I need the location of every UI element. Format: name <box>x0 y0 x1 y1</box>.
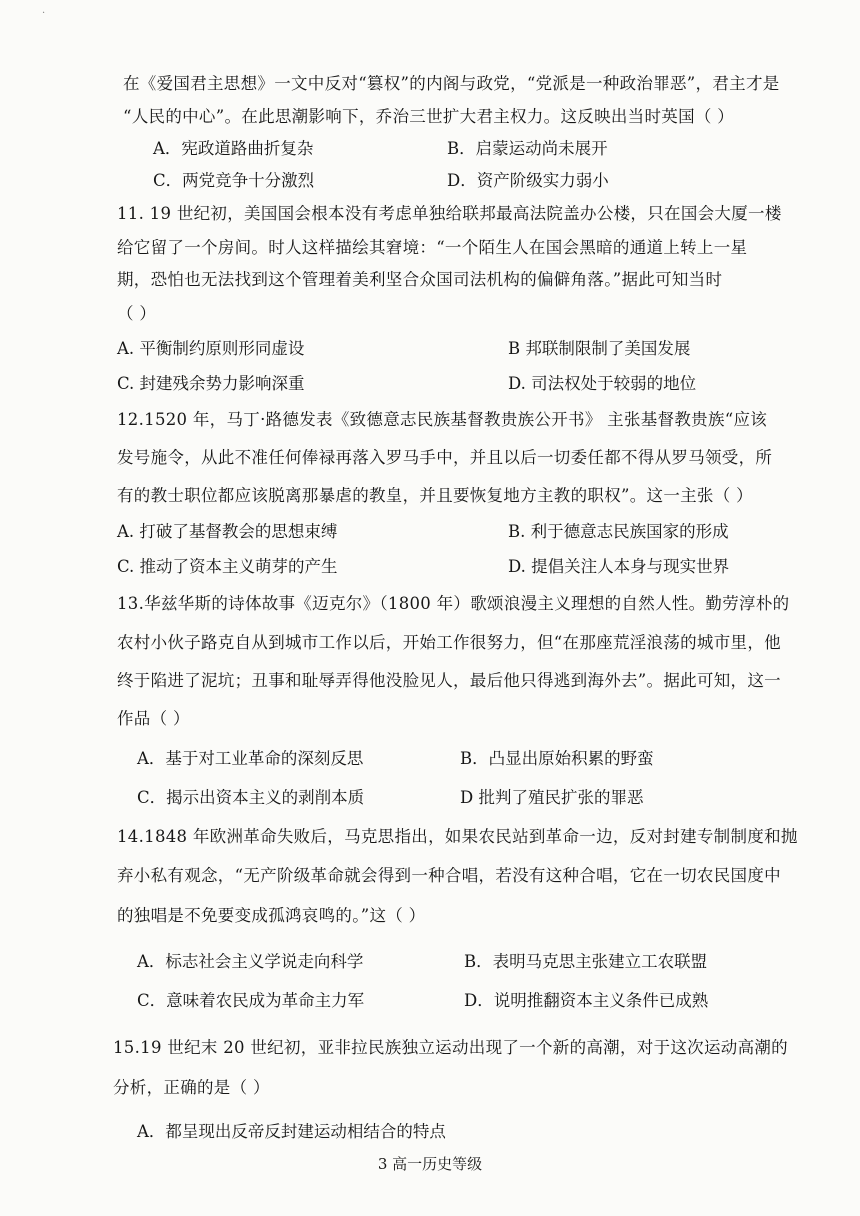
q12-option-b[interactable]: B. 利于德意志民族国家的形成 <box>508 522 729 541</box>
q14-option-a[interactable]: A．标志社会主义学说走向科学 <box>137 952 364 971</box>
q12-stem-line-1: 12.1520 年，马丁·路德发表《致德意志民族基督教贵族公开书》 主张基督教贵族“应该 <box>117 410 768 429</box>
q11-option-b[interactable]: B 邦联制限制了美国发展 <box>508 339 691 358</box>
q13-stem-line-1: 13.华兹华斯的诗体故事《迈克尔》（1800 年）歌颂浪漫主义理想的自然人性。勤劳淳朴的 <box>117 594 790 613</box>
q10-stem-line-1: 在《爱国君主思想》一文中反对“篡权”的内阁与政党，“党派是一种政治罪恶”，君主才是 <box>123 74 780 93</box>
q13-option-a[interactable]: A．基于对工业革命的深刻反思 <box>137 749 364 768</box>
q12-stem-line-3: 有的教士职位都应该脱离那暴虐的教皇，并且要恢复地方主教的职权”。这一主张（ ） <box>117 486 753 505</box>
q13-stem-line-2: 农村小伙子路克自从到城市工作以后，开始工作很努力，但“在那座荒淫浪荡的城市里，他 <box>117 633 781 652</box>
q13-option-d[interactable]: D 批判了殖民扩张的罪恶 <box>460 788 644 807</box>
q11-option-c[interactable]: C. 封建残余势力影响深重 <box>117 374 305 393</box>
q14-option-b[interactable]: B．表明马克思主张建立工农联盟 <box>464 952 708 971</box>
q13-option-b[interactable]: B．凸显出原始积累的野蛮 <box>460 749 654 768</box>
q10-option-b[interactable]: B．启蒙运动尚未展开 <box>447 139 608 158</box>
q12-option-a[interactable]: A. 打破了基督教会的思想束缚 <box>117 522 338 541</box>
q15-stem-line-1: 15.19 世纪末 20 世纪初，亚非拉民族独立运动出现了一个新的高潮，对于这次运动高潮的 <box>113 1038 788 1057</box>
q11-option-d[interactable]: D. 司法权处于较弱的地位 <box>508 374 697 393</box>
q10-option-d[interactable]: D．资产阶级实力弱小 <box>447 171 609 190</box>
q15-stem-line-2: 分析，正确的是（ ） <box>113 1078 270 1097</box>
q13-stem-line-4: 作品（ ） <box>117 709 190 728</box>
q10-option-a[interactable]: A．宪政道路曲折复杂 <box>153 139 314 158</box>
page-footer: 3 高一历史等级 <box>377 1155 483 1173</box>
q10-option-c[interactable]: C．两党竞争十分激烈 <box>153 171 315 190</box>
q11-stem-line-1: 11. 19 世纪初，美国国会根本没有考虑单独给联邦最高法院盖办公楼，只在国会大厦一楼 <box>117 204 782 223</box>
q10-stem-line-2: “人民的中心”。在此思潮影响下，乔治三世扩大君主权力。这反映出当时英国（ ） <box>123 107 735 126</box>
q14-option-c[interactable]: C．意味着农民成为革命主力军 <box>137 991 365 1010</box>
q12-stem-line-2: 发号施令，从此不准任何俸禄再落入罗马手中，并且以后一切委任都不得从罗马领受，所 <box>117 448 773 467</box>
q12-option-d[interactable]: D. 提倡关注人本身与现实世界 <box>508 557 730 576</box>
q11-stem-line-4: （ ） <box>117 304 157 323</box>
q13-stem-line-3: 终于陷进了泥坑；丑事和耻辱弄得他没脸见人，最后他只得逃到海外去”。据此可知，这一 <box>117 671 781 690</box>
q14-stem-line-2: 弃小私有观念，“无产阶级革命就会得到一种合唱，若没有这种合唱，它在一切农民国度中 <box>117 866 781 885</box>
q15-option-a[interactable]: A．都呈现出反帝反封建运动相结合的特点 <box>137 1122 446 1141</box>
q11-stem-line-2: 给它留了一个房间。时人这样描绘其窘境：“一个陌生人在国会黑暗的通道上转上一星 <box>117 238 748 257</box>
q14-stem-line-1: 14.1848 年欧洲革命失败后，马克思指出，如果农民站到革命一边，反对封建专制制度和抛 <box>117 827 798 846</box>
q12-option-c[interactable]: C. 推动了资本主义萌芽的产生 <box>117 557 338 576</box>
q13-option-c[interactable]: C．揭示出资本主义的剥削本质 <box>137 788 365 807</box>
q11-option-a[interactable]: A. 平衡制约原则形同虚设 <box>117 339 305 358</box>
q14-option-d[interactable]: D．说明推翻资本主义条件已成熟 <box>464 991 709 1010</box>
q11-stem-line-3: 期，恐怕也无法找到这个管理着美利坚合众国司法机构的偏僻角落。”据此可知当时 <box>117 270 723 289</box>
scan-mark: · <box>42 8 46 19</box>
q14-stem-line-3: 的独唱是不免要变成孤鸿哀鸣的。”这（ ） <box>117 906 426 925</box>
